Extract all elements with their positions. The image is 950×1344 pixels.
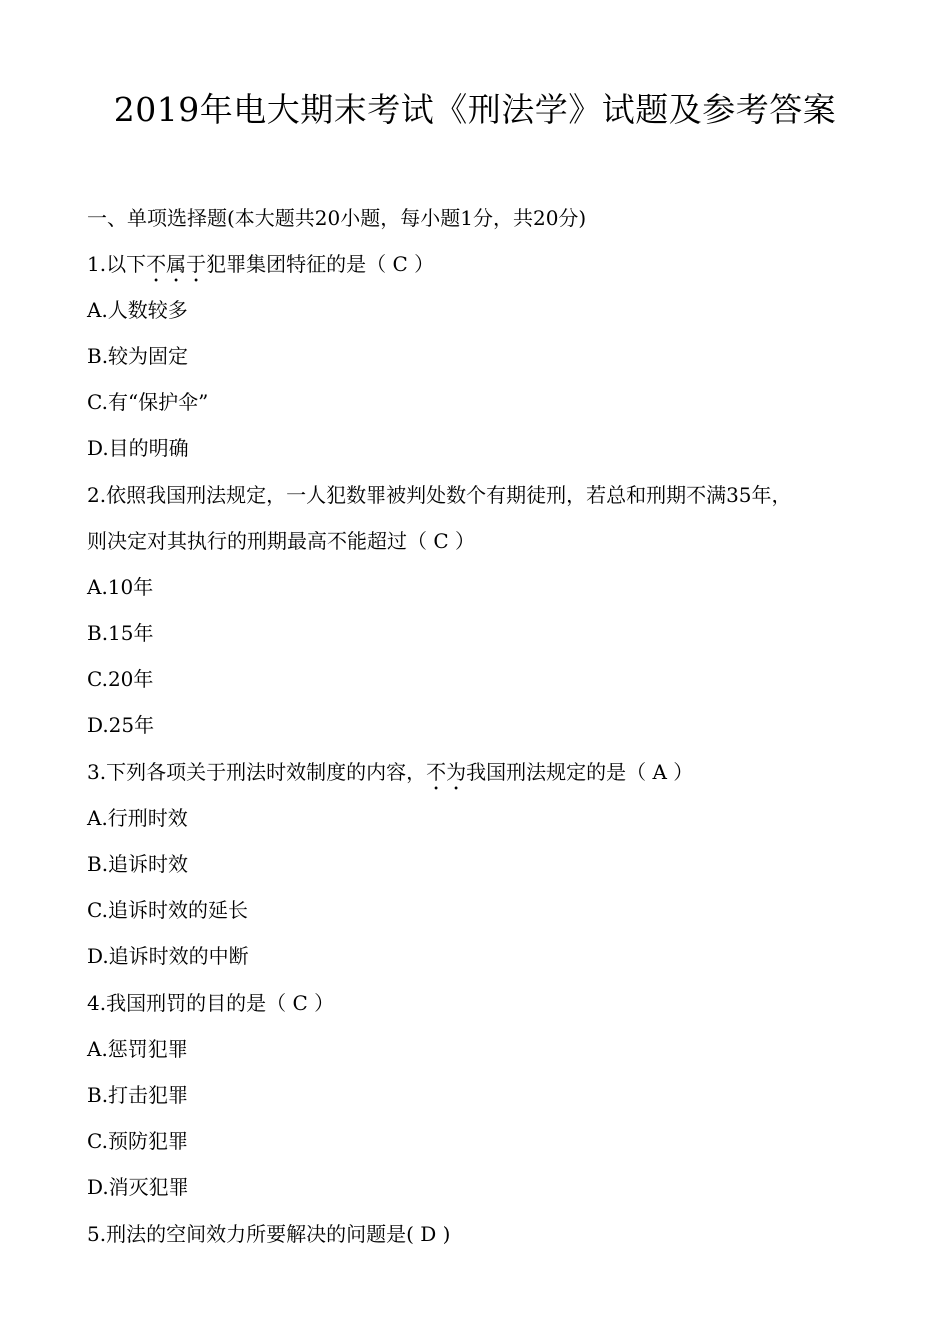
document-title: 2019年电大期末考试《刑法学》试题及参考答案 [113,90,837,129]
question-3-option-a: A.行刑时效 [87,806,188,830]
question-4-option-b: B.打击犯罪 [87,1083,189,1107]
question-1-option-b: B.较为固定 [87,344,189,368]
question-1-option-c: C.有“保护伞” [87,390,209,414]
question-2-stem-line-2: 则决定对其执行的刑期最高不能超过（ C ） [87,529,476,553]
question-3-stem-part: 3.下列各项关于刑法时效制度的内容， [87,760,427,784]
question-3-option-d: D.追诉时效的中断 [87,944,249,968]
question-4-option-d: D.消灭犯罪 [87,1175,189,1199]
question-3-option-c: C.追诉时效的延长 [87,898,248,922]
question-5-stem: 5.刑法的空间效力所要解决的问题是( D ) [87,1222,451,1246]
question-1-stem-part: 犯罪集团特征的是（ C ） [206,252,435,276]
question-3-stem-part: 我国刑法规定的是（ A ） [466,760,694,784]
question-1-emphasis: 不属于 [146,252,207,276]
question-4-stem: 4.我国刑罚的目的是（ C ） [87,991,335,1015]
question-3-stem [87,757,693,795]
question-2-option-c: C.20年 [87,667,154,691]
question-4-option-c: C.预防犯罪 [87,1129,188,1153]
question-3-emphasis: 不为 [426,760,467,784]
question-2-option-d: D.25年 [87,713,155,737]
question-4-option-a: A.惩罚犯罪 [87,1037,188,1061]
section-heading: 一、单项选择题(本大题共20小题，每小题1分，共20分) [87,206,587,230]
question-3-option-b: B.追诉时效 [87,852,189,876]
question-1-option-a: A.人数较多 [87,298,188,322]
question-2-option-b: B.15年 [87,621,154,645]
question-1-stem [87,249,434,287]
question-1-stem-part: 1.以下 [87,252,147,276]
question-2-option-a: A.10年 [87,575,154,599]
question-2-stem-line-1: 2.依照我国刑法规定，一人犯数罪被判处数个有期徒刑，若总和刑期不满35年， [87,483,792,507]
question-1-option-d: D.目的明确 [87,436,189,460]
